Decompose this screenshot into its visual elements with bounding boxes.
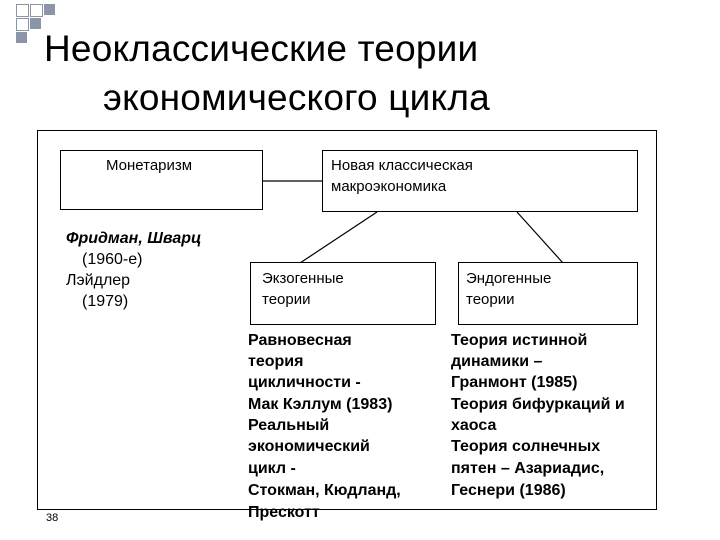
slide-title-line1: Неоклассические теории	[44, 28, 479, 69]
page-number: 38	[46, 512, 59, 524]
monetarism-author-3: Лэйдлер	[66, 272, 131, 289]
monetarism-author-2: (1960-е)	[82, 251, 143, 268]
exogenous-detail-1: Равновесная	[248, 332, 352, 349]
endogenous-detail-7: пятен – Азариадис,	[451, 460, 605, 477]
monetarism-author-1: Фридман, Шварц	[66, 230, 202, 247]
exogenous-detail-4: Мак Кэллум (1983)	[248, 396, 393, 413]
endogenous-detail-2: динамики –	[451, 353, 543, 370]
exogenous-detail-9: Прескотт	[248, 504, 320, 521]
endogenous-detail-6: Теория солнечных	[451, 438, 601, 455]
endogenous-detail-5: хаоса	[451, 417, 497, 434]
endogenous-detail-3: Гранмонт (1985)	[451, 374, 578, 391]
endogenous-detail-1: Теория истинной	[451, 332, 588, 349]
exogenous-detail-6: экономический	[248, 438, 370, 455]
exogenous-detail-2: теория	[248, 353, 304, 370]
endogenous-detail-4: Теория бифуркаций и	[451, 396, 625, 413]
endogenous-detail-8: Геснери (1986)	[451, 482, 566, 499]
exogenous-label: Экзогенные теории	[262, 270, 344, 308]
exogenous-detail-3: цикличности -	[248, 374, 361, 391]
exogenous-detail-7: цикл -	[248, 460, 296, 477]
endogenous-label: Эндогенные теории	[466, 270, 552, 308]
slide-title-line2: экономического цикла	[103, 77, 490, 118]
exogenous-detail-8: Стокман, Кюдланд,	[248, 482, 401, 499]
exogenous-detail-5: Реальный	[248, 417, 330, 434]
new-classical-label: Новая классическая макроэкономика	[331, 157, 473, 195]
connector-newclassical-exogenous	[300, 212, 377, 263]
monetarism-author-4: (1979)	[82, 293, 129, 310]
monetarism-label: Монетаризм	[106, 157, 193, 174]
connector-newclassical-endogenous	[517, 212, 563, 263]
